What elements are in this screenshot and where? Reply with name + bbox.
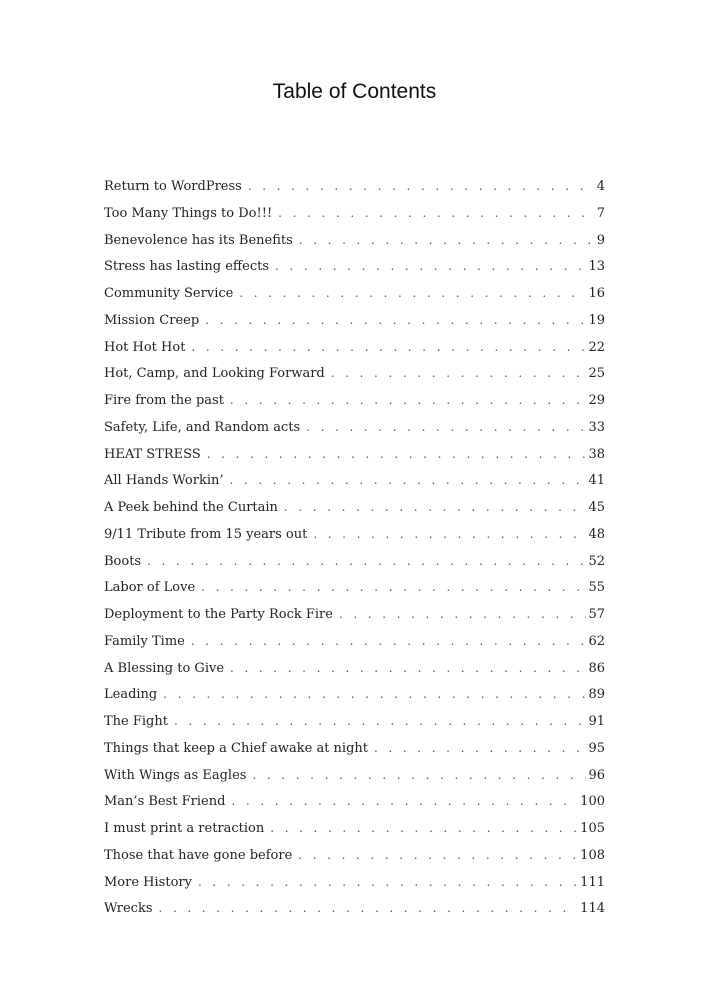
toc-entry-page: 33 [588, 419, 605, 435]
dot-leader [275, 253, 586, 280]
dot-leader [191, 334, 586, 361]
dot-leader [230, 387, 587, 414]
toc-entry[interactable] [104, 360, 605, 387]
toc-entry[interactable] [104, 762, 605, 789]
dot-leader [284, 494, 587, 521]
toc-entry[interactable] [104, 467, 605, 494]
toc-entry-title: More History [104, 874, 192, 890]
dot-leader [207, 441, 587, 468]
toc-entry-title: Fire from the past [104, 393, 224, 408]
toc-list [104, 173, 605, 922]
toc-entry-page: 62 [588, 633, 605, 649]
toc-entry-page: 55 [588, 580, 605, 596]
toc-entry-page: 111 [580, 874, 605, 890]
toc-entry-page: 89 [588, 687, 605, 703]
toc-entry[interactable] [104, 280, 605, 307]
toc-entry[interactable] [104, 387, 605, 414]
toc-entry-title: Labor of Love [104, 580, 196, 596]
dot-leader [239, 280, 586, 307]
toc-entry-title: With Wings as Eagles [104, 767, 247, 783]
toc-entry[interactable] [104, 253, 605, 280]
page-title: Table of Contents [272, 80, 437, 103]
toc-entry[interactable] [104, 574, 605, 601]
toc-entry-page: 57 [588, 607, 605, 622]
toc-entry[interactable] [104, 307, 605, 334]
toc-entry-title: Deployment to the Party Rock Fire [104, 607, 333, 622]
toc-entry-page: 52 [588, 553, 605, 569]
toc-entry-page: 91 [588, 714, 605, 729]
toc-entry[interactable] [104, 601, 605, 628]
dot-leader [306, 414, 586, 441]
dot-leader [278, 200, 595, 227]
dot-leader [313, 521, 586, 548]
toc-entry-title: 9/11 Tribute from 15 years out [104, 526, 308, 542]
dot-leader [163, 681, 586, 708]
toc-entry[interactable] [104, 548, 605, 575]
toc-entry-title: Hot, Camp, and Looking Forward [104, 366, 325, 382]
toc-entry-title: Those that have gone before [104, 847, 293, 863]
toc-entry[interactable] [104, 869, 605, 896]
toc-entry-page: 108 [580, 847, 605, 863]
toc-entry-title: HEAT STRESS [104, 446, 201, 462]
toc-entry-title: Hot Hot Hot [104, 339, 186, 355]
toc-entry-title: A Blessing to Give [104, 660, 225, 676]
toc-entry[interactable] [104, 414, 605, 441]
toc-entry-page: 16 [588, 286, 605, 301]
dot-leader [248, 173, 595, 200]
toc-entry-page: 25 [588, 366, 605, 382]
toc-entry-page: 19 [588, 312, 605, 328]
toc-entry-page: 86 [588, 660, 605, 676]
toc-entry-title: Safety, Life, and Random acts [104, 419, 301, 435]
dot-leader [191, 628, 587, 655]
toc-entry-title: Return to WordPress [104, 179, 242, 194]
toc-entry-title: I must print a retraction [104, 821, 265, 836]
toc-entry-page: 9 [596, 232, 605, 248]
dot-leader [252, 762, 586, 789]
toc-entry-title: Community Service [104, 286, 234, 301]
toc-entry-page: 13 [588, 259, 605, 275]
toc-entry-title: A Peek behind the Curtain [104, 500, 278, 515]
toc-entry[interactable] [104, 815, 605, 842]
toc-entry[interactable] [104, 842, 605, 869]
dot-leader [174, 708, 586, 735]
toc-entry[interactable] [104, 173, 605, 200]
toc-entry-title: All Hands Workin’ [104, 473, 224, 489]
toc-entry-title: Stress has lasting effects [104, 259, 270, 275]
toc-entry-title: Man’s Best Friend [104, 794, 226, 810]
toc-entry-title: Wrecks [104, 901, 153, 917]
toc-entry-page: 48 [588, 526, 605, 542]
toc-entry-page: 38 [588, 446, 605, 462]
dot-leader [339, 601, 587, 628]
dot-leader [201, 574, 586, 601]
toc-entry[interactable] [104, 655, 605, 682]
dot-leader [331, 360, 587, 387]
toc-entry[interactable] [104, 521, 605, 548]
toc-entry[interactable] [104, 494, 605, 521]
dot-leader [270, 815, 578, 842]
toc-entry[interactable] [104, 441, 605, 468]
toc-entry-page: 7 [596, 205, 605, 221]
toc-entry[interactable] [104, 735, 605, 762]
toc-entry-title: The Fight [104, 714, 168, 729]
dot-leader [229, 467, 586, 494]
toc-entry-title: Boots [104, 553, 142, 569]
toc-entry-title: Things that keep a Chief awake at night [104, 740, 369, 756]
dot-leader [198, 869, 578, 896]
toc-entry[interactable] [104, 681, 605, 708]
dot-leader [230, 655, 586, 682]
toc-entry-title: Too Many Things to Do!!! [104, 205, 273, 221]
toc-entry-page: 95 [588, 740, 605, 756]
toc-entry-title: Leading [104, 687, 158, 703]
toc-entry[interactable] [104, 708, 605, 735]
toc-entry-page: 100 [580, 794, 605, 810]
dot-leader [299, 227, 595, 254]
dot-leader [298, 842, 578, 869]
dot-leader [147, 548, 586, 575]
toc-entry[interactable] [104, 227, 605, 254]
toc-entry-page: 96 [588, 767, 605, 783]
toc-entry-page: 105 [580, 821, 605, 836]
toc-entry[interactable] [104, 628, 605, 655]
toc-entry[interactable] [104, 200, 605, 227]
toc-entry[interactable] [104, 788, 605, 815]
dot-leader [159, 895, 579, 922]
toc-entry-title: Benevolence has its Benefits [104, 232, 293, 248]
toc-entry[interactable] [104, 895, 605, 922]
toc-entry-title: Family Time [104, 633, 185, 649]
toc-entry-page: 41 [588, 473, 605, 489]
toc-entry-page: 114 [580, 901, 605, 917]
toc-entry-page: 22 [588, 339, 605, 355]
dot-leader [231, 788, 578, 815]
toc-entry-page: 29 [588, 393, 605, 408]
toc-entry-page: 4 [596, 179, 605, 194]
toc-entry-page: 45 [588, 500, 605, 515]
toc-entry-title: Mission Creep [104, 312, 200, 328]
toc-entry[interactable] [104, 334, 605, 361]
dot-leader [205, 307, 586, 334]
dot-leader [374, 735, 586, 762]
